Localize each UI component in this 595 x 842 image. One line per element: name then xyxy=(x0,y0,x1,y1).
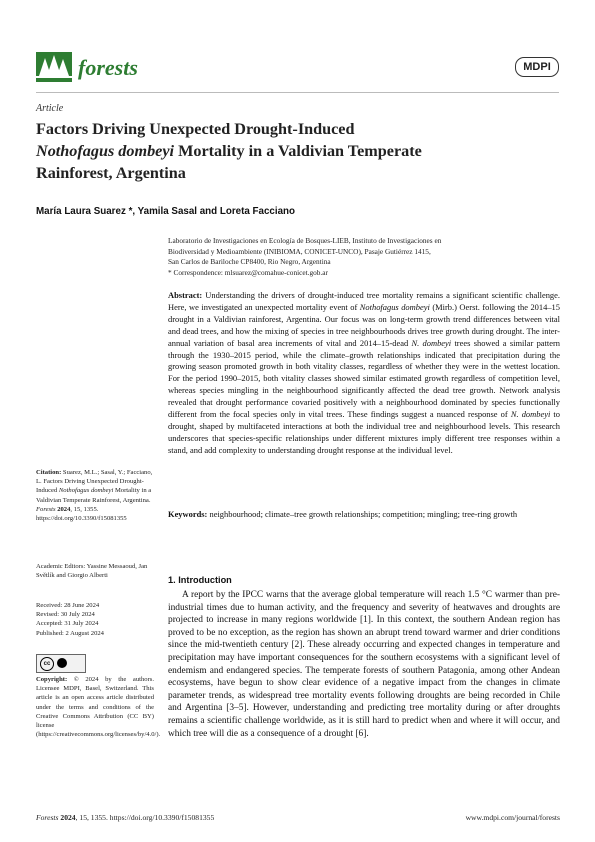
journal-name[interactable]: forests xyxy=(78,55,138,80)
header-divider xyxy=(36,92,559,93)
abstract-text: to drought, shaped by multifaceted interactions at both the individual tree and neighbourhood levels. This research underscores that species-specific relationships under different mixtures imply different tree responses within a stand, and add complexity to understanding drought response at the individual level. xyxy=(168,409,560,455)
tree-icon xyxy=(36,52,72,82)
title-line-2: Mortality in a Valdivian Temperate xyxy=(174,142,422,160)
citation-label: Citation: xyxy=(36,469,62,476)
copyright-label: Copyright: xyxy=(36,676,68,683)
footer-year: 2024 xyxy=(58,813,76,822)
keywords-label: Keywords: xyxy=(168,509,208,519)
citation-doi[interactable]: , 15, 1355. https://doi.org/10.3390/f15081355 xyxy=(36,505,127,523)
species-name: Nothofagus dombeyi xyxy=(359,301,430,312)
correspondence-line[interactable]: * Correspondence: mlsuarez@comahue-conicet.gob.ar xyxy=(168,267,328,277)
citation-text: Mortality in a Valdivian Temperate Rainforest, Argentina. xyxy=(36,487,152,504)
affiliation-line: Biodiversidad y Medioambiente (INIBIOMA, CONICET-UNCO), Pasaje Gutiérrez 1415, xyxy=(168,246,431,256)
keywords-text: neighbourhood; climate–tree growth relationships; competition; mingling; tree-ring growth xyxy=(207,509,518,519)
revised-date: Revised: 30 July 2024 xyxy=(36,611,95,619)
citation-year: 2024 xyxy=(55,505,71,513)
intro-text: A report by the IPCC warns that the average global temperature will reach 1.5 °C warmer than pre-industrial times due to human activity, and the frequency and severity of heatwaves and droughts are projected to increase in many regions worldwide [1]. In this context, the southern Andean region has proved to be no exception, as the region has shown an abrupt trend toward warmer and drier conditions since the mid-twentieth century [2]. These already occurring and expected changes in temperature and precipitation may have important consequences for the southern ecosystems with a significant level of endemism and endangered species. The temperate forests of southern Patagonia, among other Andean ecosystems, have begun to show clear evidence of a negative impact from the changes in climate parameter trends, as widespread tree mortality events following droughts are being recorded in Chile and Argentina [3–5]. However, understanding and predicting tree mortality during or after droughts remains a scientific challenge worldwide, as it is still hard to predict when and where it will occur, and which tree will die as a consequence of a drought [6]. xyxy=(168,590,560,739)
abstract-text: (Mirb.) Oerst. following the 2014–15 drought in a Valdivian rainforest, Argentina. Our focus was on long-term growth trend differences between vital and dead trees, and how the mixing of species in tree neighbourhoods drives tree growth during drought. The inter-annual variation of basal area increments of vital and 2014–15-dead xyxy=(168,301,560,348)
person-icon xyxy=(57,658,67,668)
affiliation-line: San Carlos de Bariloche CP8400, Rio Negro, Argentina xyxy=(168,257,331,267)
citation-text: Suarez, M.L.; Sasal, Y.; Facciano, L. Factors Driving Unexpected Drought-Induced xyxy=(36,469,153,495)
author-list: María Laura Suarez *, Yamila Sasal and Loreta Facciano xyxy=(36,206,296,217)
footer-doi[interactable]: , 15, 1355. https://doi.org/10.3390/f15081355 xyxy=(75,813,215,822)
keywords xyxy=(168,509,560,521)
article-type: Article xyxy=(36,103,64,114)
footer-journal: Forests xyxy=(36,813,59,822)
affiliation-line: Laboratorio de Investigaciones en Ecología de Bosques-LIEB, Instituto de Investigaciones en xyxy=(168,236,442,245)
abstract xyxy=(168,290,560,457)
abstract-label: Abstract: xyxy=(168,290,203,300)
article-dates xyxy=(36,601,154,638)
species-name: N. dombeyi xyxy=(510,409,551,420)
title-species: Nothofagus dombeyi xyxy=(36,142,175,160)
species-name: Nothofagus dombeyi xyxy=(58,487,114,495)
footer-journal-url[interactable]: www.mdpi.com/journal/forests xyxy=(465,813,560,822)
received-date: Received: 28 June 2024 xyxy=(36,602,100,609)
journal-logo xyxy=(36,52,72,82)
title-line-3: Rainforest, Argentina xyxy=(36,164,186,182)
introduction-paragraph xyxy=(168,589,560,740)
published-date: Published: 2 August 2024 xyxy=(36,629,104,637)
copyright-text: © 2024 by the authors. Licensee MDPI, Basel, Switzerland. This article is an open access article distributed under the terms and conditions of the Creative Commons Attribution (CC BY) license (https://creativecommons.org/licenses/by/4.0/). xyxy=(36,676,161,739)
citation-block xyxy=(36,468,154,523)
academic-editors: Academic Editors: Yassine Messaoud, Jan Světlík and Giorgio Alberti xyxy=(36,563,148,580)
abstract-text: Understanding the drivers of drought-induced tree mortality remains a significant scientific challenge. Here, we investigated an unexpected mortality event of xyxy=(168,290,560,312)
species-name: N. dombeyi xyxy=(411,337,452,348)
title-line-1: Factors Driving Unexpected Drought-Induced xyxy=(36,120,355,138)
citation-journal: Forests xyxy=(36,505,56,513)
article-title xyxy=(36,118,556,184)
copyright-notice xyxy=(36,675,161,739)
cc-icon: cc xyxy=(40,657,54,671)
publisher-logo[interactable]: MDPI xyxy=(515,57,559,77)
affiliation-block xyxy=(168,236,560,278)
accepted-date: Accepted: 31 July 2024 xyxy=(36,620,99,628)
section-heading: 1. Introduction xyxy=(168,575,232,585)
abstract-text: trees showed a similar pattern through the 1930–2015 period, while the climate–growth relationships indicated that precipitation during the growing season promoted growth in both vitality classes, regardless of whether they were in the wettest location. For the period 1990–2015, both vitality classes showed similar estimated growth regardless of competition level, whereas species mingling in the neighbourhood significantly affected the dead tree growth. Network analysis revealed that drought performance covaried positively with a neighbourhood dominated by species functionally different from the focal species only in vital trees. These findings suggest a nuanced response of xyxy=(168,337,561,420)
footer-citation xyxy=(36,813,214,822)
cc-by-license-badge[interactable] xyxy=(36,654,86,673)
